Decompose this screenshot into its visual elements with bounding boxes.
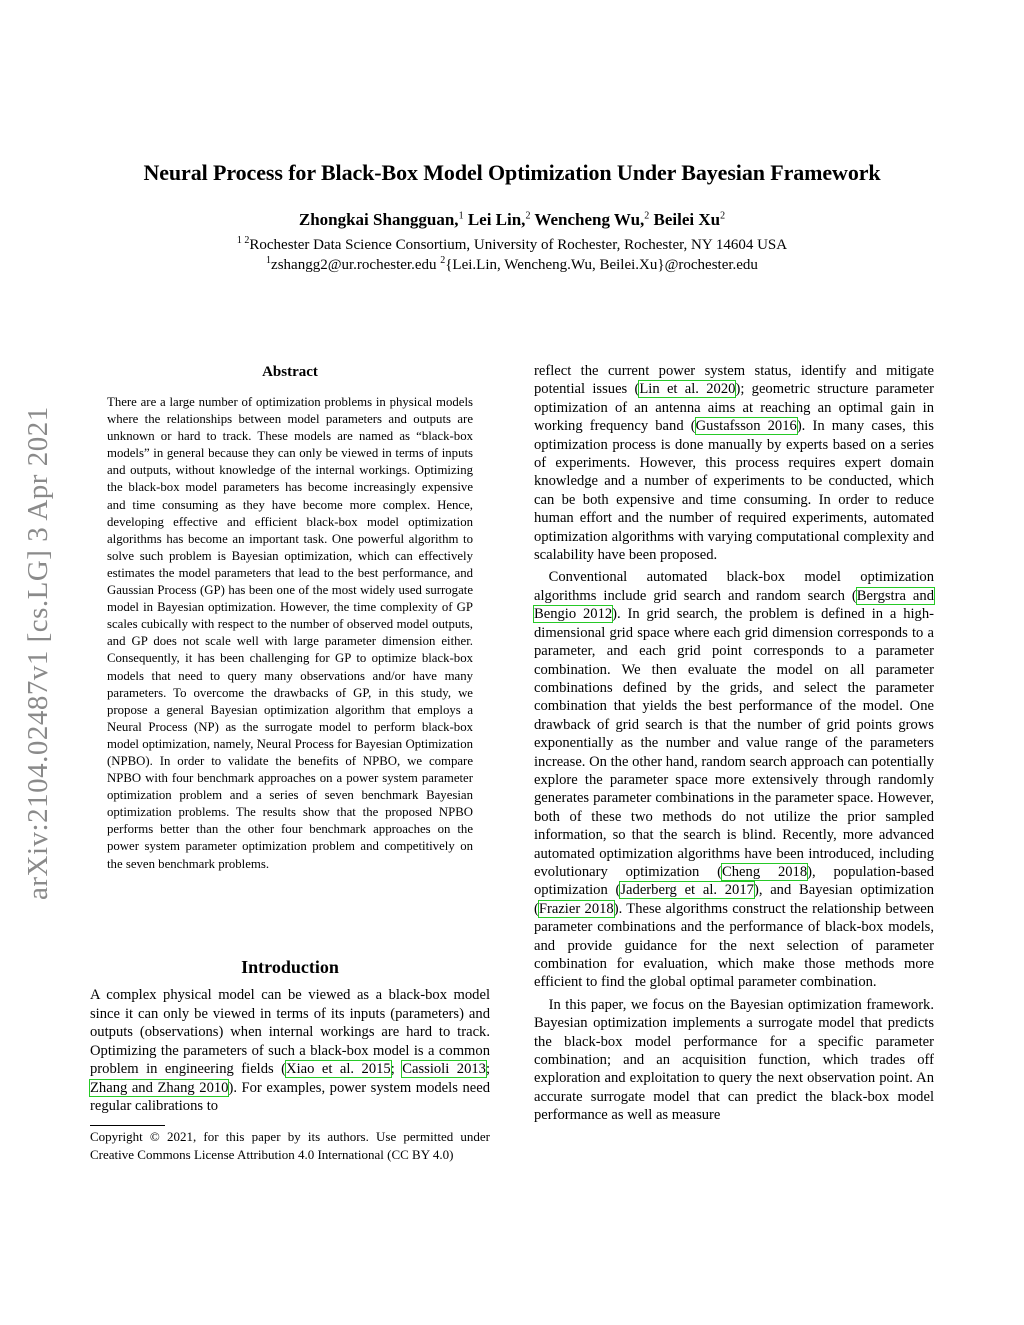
- citation-link[interactable]: Cassioli 2013: [402, 1061, 486, 1077]
- affiliation-mark: 1 2: [236, 235, 250, 246]
- email-text: {Lei.Lin, Wencheng.Wu, Beilei.Xu}@rochester.edu: [445, 257, 758, 273]
- author-list: [0, 210, 1024, 230]
- citation-link[interactable]: Gustafsson 2016: [695, 418, 797, 435]
- body-text: ;: [485, 1061, 491, 1077]
- citation-link[interactable]: Frazier 2018: [538, 900, 614, 917]
- body-text: A complex physical model can be viewed as a black-box model since it can only be viewed in terms of its inputs (parameters) and outputs (observations) when internal workings are hard to track. Optimizing the parameters of such a black-box model is a common problem in engineering fields (: [90, 987, 490, 1077]
- body-paragraph: [534, 568, 934, 991]
- body-text: ). In many cases, this optimization process is done manually by experts based on a series of experiments. However, this process requires expert domain knowledge and a number of experiments to be conducted, which can be both expensive and time consuming. In order to reduce human effort and the number of required experiments, automated optimization algorithms with varying computational complexity and scalability have been proposed.: [534, 418, 934, 564]
- author-name: Lei Lin,: [467, 210, 526, 229]
- body-paragraph: In this paper, we focus on the Bayesian optimization framework. Bayesian optimization implements a surrogate model that predicts the black-box model performance for a specific parameter combination; and an acquisition function, which trades off exploration and exploitation to query the next observation point. An accurate surrogate model that can predict the black-box model performance as well as measure: [534, 996, 934, 1124]
- email-mark: 1: [266, 255, 272, 266]
- body-text: ). For examples, power system models need regular calibrations to: [90, 1079, 490, 1114]
- body-text: ), and Bayesian optimization (: [534, 882, 934, 917]
- email-mark: 2: [440, 255, 446, 266]
- introduction-paragraph: [90, 986, 490, 1116]
- body-text: ), population-based optimization (: [534, 863, 934, 899]
- footnote-rule: [90, 1125, 165, 1126]
- author-name: Zhongkai Shangguan,: [298, 210, 459, 229]
- author-affiliation-mark: 2: [720, 210, 726, 222]
- body-paragraph: [534, 362, 934, 564]
- author-name: Wencheng Wu,: [534, 210, 645, 229]
- body-text: ;: [390, 1061, 403, 1077]
- introduction-heading: Introduction: [241, 957, 339, 977]
- arxiv-identifier: arXiv:2104.02487v1 [cs.LG] 3 Apr 2021: [22, 406, 54, 900]
- author-affiliation-mark: 2: [644, 210, 650, 222]
- affiliation: [0, 237, 1024, 254]
- copyright-footnote: Copyright © 2021, for this paper by its authors. Use permitted under Creative Commons License Attribution 4.0 International (CC BY 4.0): [90, 1129, 490, 1162]
- citation-link[interactable]: Zhang and Zhang 2010: [90, 1079, 229, 1096]
- citation-link[interactable]: Lin et al. 2020: [639, 381, 736, 398]
- citation-link[interactable]: Bergstra and Bengio 2012: [534, 587, 934, 623]
- body-text: ). In grid search, the problem is defined in a high-dimensional grid space where each grid dimension corresponds to a parameter, and each grid point corresponds to a parameter combination. We then evaluate the model on all parameter combinations defined by the grids, and select the parameter combination that yields the best performance of the model. One drawback of grid search is that the number of grid points grows exponentially as the number and value range of the parameters increase. On the other hand, random search approach can potentially explore the parameter space more extensively through randomly generates parameter combinations in the parameter space. However, both of these two methods do not utilize the prior sampled information, so that the search is blind. Recently, more advanced automated optimization algorithms have been introduced, including evolutionary optimization (: [534, 606, 934, 880]
- citation-link[interactable]: Jaderberg et al. 2017: [620, 882, 754, 899]
- citation-link[interactable]: Xiao et al. 2015: [286, 1061, 391, 1077]
- right-column: [534, 362, 934, 1125]
- body-text: reflect the current power system status, identify and mitigate potential issues (: [534, 363, 934, 398]
- abstract-text: There are a large number of optimization problems in physical models where the relationships between model parameters and outputs are unknown or hard to track. These models are named as “black-box models” in general because they can only be viewed in terms of inputs and outputs, without knowledge of the internal workings. Optimizing the black-box model parameters has become increasingly expensive and time consuming as they have become more complex. Hence, developing effective and efficient black-box model optimization algorithms has become an important task. One powerful algorithm to solve such problem is Bayesian optimization, which can effectively estimates the model parameters that lead to the best performance, and Gaussian Process (GP) has been one of the most widely used surrogate model in Bayesian optimization. However, the time complexity of GP scales cubically with respect to the number of observed model outputs, and GP does not scale well with large parameter dimension either. Consequently, it has been challenging for GP to optimize black-box models that need to query many observations and/or have many parameters. To overcome the drawbacks of GP, in this study, we propose a general Bayesian optimization algorithm that employs a Neural Process (NP) as the surrogate model to perform black-box model optimization, namely, Neural Process for Bayesian Optimization (NPBO). In order to validate the benefits of NPBO, we compare NPBO with four benchmark approaches on a power system parameter optimization problem and a series of seven benchmark Bayesian optimization problems. The results show that the proposed NPBO performs better than the other four benchmark approaches on the power system parameter optimization problem and competitively on the seven benchmark problems.: [107, 395, 473, 871]
- author-name: Beilei Xu: [653, 210, 721, 229]
- author-affiliation-mark: 1: [458, 210, 464, 222]
- email-text: zshangg2@ur.rochester.edu: [271, 257, 437, 273]
- author-affiliation-mark: 2: [525, 210, 531, 222]
- citation-link[interactable]: Cheng 2018: [722, 863, 808, 880]
- paper-title: Neural Process for Black-Box Model Optimization Under Bayesian Framework: [143, 160, 881, 185]
- abstract-heading: Abstract: [262, 364, 318, 380]
- author-emails: [0, 257, 1024, 274]
- affiliation-text: Rochester Data Science Consortium, University of Rochester, Rochester, NY 14604 USA: [249, 237, 788, 253]
- body-text: ). These algorithms construct the relationship between parameter combinations and the performance of black-box models, and provide guidance for the next selection of parameter combination for evaluation, which make those methods more efficient to find the global optimal parameter combination.: [534, 900, 934, 991]
- body-text: Conventional automated black-box model optimization algorithms include grid search and random search (: [534, 569, 934, 604]
- body-text: ); geometric structure parameter optimization of an antenna aims at reaching an optimal gain in working frequency band (: [534, 381, 934, 435]
